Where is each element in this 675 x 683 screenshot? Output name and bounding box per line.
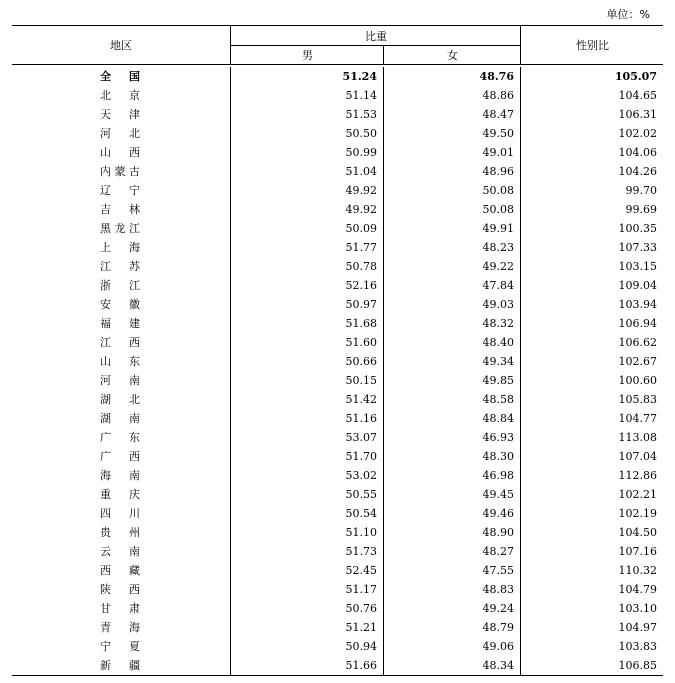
table-row [12,238,663,257]
table-row [12,580,663,599]
region-name-char: 国 [129,70,140,83]
female-share: 49.50 [482,127,514,140]
table-row [12,105,663,124]
sex-ratio-value: 106.31 [618,108,657,121]
region-name-char: 广 [100,431,111,444]
female-share: 48.96 [482,165,514,178]
region-name [100,504,140,523]
unit-label: 单位：% [606,8,650,21]
male-share: 52.45 [345,564,377,577]
table-row [12,181,663,200]
region-name-char: 海 [100,469,111,482]
table-row [12,390,663,409]
sex-ratio-value: 104.65 [618,89,657,102]
sex-ratio-value: 104.06 [618,146,657,159]
table-row [12,200,663,219]
table-row [12,276,663,295]
male-share: 50.09 [345,222,377,235]
region-name [100,238,140,257]
header-male: 男 [230,45,384,64]
region-name-char: 东 [129,355,140,368]
male-share: 50.99 [345,146,377,159]
region-name [100,124,140,143]
sex-ratio-value: 100.35 [618,222,657,235]
female-share: 49.45 [482,488,514,501]
table-header [12,25,663,65]
male-share: 50.15 [345,374,377,387]
table-row [12,162,663,181]
table-row [12,257,663,276]
male-share: 51.60 [345,336,377,349]
sex-ratio-value: 110.32 [618,564,657,577]
female-share: 49.06 [482,640,514,653]
region-name-char: 江 [100,260,111,273]
sex-ratio-value: 104.77 [618,412,657,425]
header-ratio: 比重 [230,26,521,46]
sex-ratio-value: 106.94 [618,317,657,330]
female-share: 48.34 [482,659,514,672]
region-name-char: 海 [129,621,140,634]
region-name-char: 夏 [129,640,140,653]
region-name-char: 天 [100,108,111,121]
female-share: 46.98 [482,469,514,482]
region-name [100,656,140,675]
male-share: 52.16 [345,279,377,292]
region-name [100,523,140,542]
region-name [100,181,140,200]
table-row [12,637,663,656]
region-name-char: 湖 [100,393,111,406]
sex-ratio-value: 102.67 [618,355,657,368]
table-row [12,656,663,675]
sex-ratio-value: 107.04 [618,450,657,463]
region-name [100,409,140,428]
female-share: 48.47 [482,108,514,121]
region-name-char: 川 [129,507,140,520]
region-name-char: 北 [129,393,140,406]
female-share: 48.58 [482,393,514,406]
male-share: 51.14 [345,89,377,102]
female-share: 48.23 [482,241,514,254]
region-name-char: 津 [129,108,140,121]
table-row [12,618,663,637]
female-share: 48.32 [482,317,514,330]
region-name-char: 江 [100,336,111,349]
region-name-char: 河 [100,127,111,140]
male-share: 51.53 [345,108,377,121]
region-name-char: 徽 [129,298,140,311]
region-name [100,599,140,618]
table-row [12,428,663,447]
region-name-char: 新 [100,659,111,672]
region-name [100,86,140,105]
region-name [100,542,140,561]
region-name-char: 藏 [129,564,140,577]
female-share: 48.30 [482,450,514,463]
region-name [100,447,140,466]
region-name [100,276,140,295]
sex-ratio-value: 103.10 [618,602,657,615]
region-name [100,580,140,599]
region-name [100,257,140,276]
male-share: 53.07 [345,431,377,444]
region-name-char: 黑 [100,222,111,235]
male-share: 51.42 [345,393,377,406]
region-name-char: 陕 [100,583,111,596]
region-name-char: 苏 [129,260,140,273]
sex-ratio-value: 102.02 [618,127,657,140]
region-name [100,67,140,86]
sex-ratio-value: 105.83 [618,393,657,406]
sex-ratio-value: 103.94 [618,298,657,311]
female-share: 48.40 [482,336,514,349]
sex-ratio-value: 107.16 [618,545,657,558]
male-share: 51.73 [345,545,377,558]
female-share: 49.22 [482,260,514,273]
sex-ratio-value: 102.19 [618,507,657,520]
table-row [12,466,663,485]
table-row [12,371,663,390]
region-name [100,219,140,238]
male-share: 50.55 [345,488,377,501]
region-name-char: 南 [129,412,140,425]
region-name-char: 北 [129,127,140,140]
region-name-char: 疆 [129,659,140,672]
male-share: 51.16 [345,412,377,425]
region-name [100,466,140,485]
header-region: 地区 [110,39,132,52]
female-share: 48.84 [482,412,514,425]
region-name-char: 宁 [100,640,111,653]
region-name [100,371,140,390]
region-name [100,390,140,409]
region-name-char: 西 [129,583,140,596]
table-row [12,143,663,162]
male-share: 50.97 [345,298,377,311]
table-row [12,485,663,504]
table-row [12,561,663,580]
region-name-char: 全 [100,70,111,83]
male-share: 50.66 [345,355,377,368]
region-name-char: 广 [100,450,111,463]
table-row [12,86,663,105]
sex-ratio-value: 104.26 [618,165,657,178]
male-share: 53.02 [345,469,377,482]
region-name-char: 福 [100,317,111,330]
region-name-char: 浙 [100,279,111,292]
region-name [100,333,140,352]
region-name-char: 上 [100,241,111,254]
sex-ratio-table [12,25,663,676]
female-share: 47.84 [482,279,514,292]
table-row [12,295,663,314]
female-share: 48.86 [482,89,514,102]
sex-ratio-value: 106.62 [618,336,657,349]
region-name-char: 四 [100,507,111,520]
sex-ratio-value: 99.69 [625,203,657,216]
table-row [12,352,663,371]
female-share: 47.55 [482,564,514,577]
female-share: 48.76 [479,70,514,83]
table-row [12,599,663,618]
region-name-char: 庆 [129,488,140,501]
female-share: 46.93 [482,431,514,444]
male-share: 51.17 [345,583,377,596]
female-share: 49.01 [482,146,514,159]
region-name-char: 内 [100,165,111,178]
table-row [12,542,663,561]
female-share: 49.03 [482,298,514,311]
table-row [12,219,663,238]
male-share: 49.92 [345,203,377,216]
region-name-char: 龙 [114,222,126,235]
region-name [100,162,140,181]
region-name-char: 西 [129,146,140,159]
male-share: 51.04 [345,165,377,178]
region-name-char: 青 [100,621,111,634]
region-name-char: 西 [129,336,140,349]
region-name-char: 京 [129,89,140,102]
region-name [100,105,140,124]
sex-ratio-value: 113.08 [618,431,657,444]
region-name-char: 贵 [100,526,111,539]
table-row [12,447,663,466]
female-share: 50.08 [482,184,514,197]
region-name [100,428,140,447]
region-name [100,485,140,504]
female-share: 49.85 [482,374,514,387]
female-share: 48.90 [482,526,514,539]
table-row [12,333,663,352]
region-name-char: 南 [129,374,140,387]
male-share: 50.78 [345,260,377,273]
male-share: 50.50 [345,127,377,140]
female-share: 49.91 [482,222,514,235]
region-name-char: 海 [129,241,140,254]
table-row [12,124,663,143]
region-name [100,618,140,637]
sex-ratio-value: 100.60 [618,374,657,387]
female-share: 49.34 [482,355,514,368]
region-name-char: 安 [100,298,111,311]
region-name-char: 南 [129,469,140,482]
table-row [12,409,663,428]
region-name-char: 甘 [100,602,111,615]
male-share: 50.54 [345,507,377,520]
sex-ratio-value: 104.50 [618,526,657,539]
region-name-char: 山 [100,146,111,159]
region-name-char: 辽 [100,184,111,197]
region-name-char: 江 [129,279,140,292]
region-name-char: 西 [100,564,111,577]
region-name-char: 重 [100,488,111,501]
sex-ratio-value: 112.86 [618,469,657,482]
sex-ratio-value: 103.83 [618,640,657,653]
female-share: 48.79 [482,621,514,634]
sex-ratio-value: 104.79 [618,583,657,596]
region-name-char: 蒙 [114,165,126,178]
region-name-char: 江 [129,222,140,235]
male-share: 51.77 [345,241,377,254]
male-share: 50.94 [345,640,377,653]
female-share: 48.27 [482,545,514,558]
sex-ratio-value: 99.70 [625,184,657,197]
male-share: 51.24 [342,70,377,83]
table-row [12,504,663,523]
region-name [100,352,140,371]
region-name-char: 河 [100,374,111,387]
male-share: 50.76 [345,602,377,615]
region-name-char: 东 [129,431,140,444]
region-name-char: 北 [100,89,111,102]
female-share: 50.08 [482,203,514,216]
male-share: 51.10 [345,526,377,539]
region-name-char: 宁 [129,184,140,197]
sex-ratio-value: 106.85 [618,659,657,672]
region-name-char: 云 [100,545,111,558]
table-row [12,314,663,333]
table-row [12,523,663,542]
female-share: 49.46 [482,507,514,520]
female-share: 48.83 [482,583,514,596]
region-name-char: 州 [129,526,140,539]
sex-ratio-value: 107.33 [618,241,657,254]
region-name [100,200,140,219]
region-name [100,561,140,580]
sex-ratio-value: 102.21 [618,488,657,501]
sex-ratio-value: 109.04 [618,279,657,292]
region-name-char: 古 [129,165,140,178]
sex-ratio-value: 103.15 [618,260,657,273]
male-share: 51.68 [345,317,377,330]
region-name [100,637,140,656]
table-body [12,67,663,676]
male-share: 51.70 [345,450,377,463]
female-share: 49.24 [482,602,514,615]
male-share: 51.66 [345,659,377,672]
header-female: 女 [383,45,521,64]
male-share: 49.92 [345,184,377,197]
region-name [100,314,140,333]
region-name-char: 林 [129,203,140,216]
sex-ratio-value: 104.97 [618,621,657,634]
male-share: 51.21 [345,621,377,634]
region-name-char: 建 [129,317,140,330]
region-name-char: 肃 [129,602,140,615]
region-name [100,143,140,162]
region-name-char: 湖 [100,412,111,425]
region-name-char: 吉 [100,203,111,216]
table-row [12,67,663,86]
region-name-char: 山 [100,355,111,368]
region-name [100,295,140,314]
sex-ratio-value: 105.07 [614,70,657,83]
header-sex-ratio: 性别比 [520,26,664,64]
region-name-char: 南 [129,545,140,558]
region-name-char: 西 [129,450,140,463]
